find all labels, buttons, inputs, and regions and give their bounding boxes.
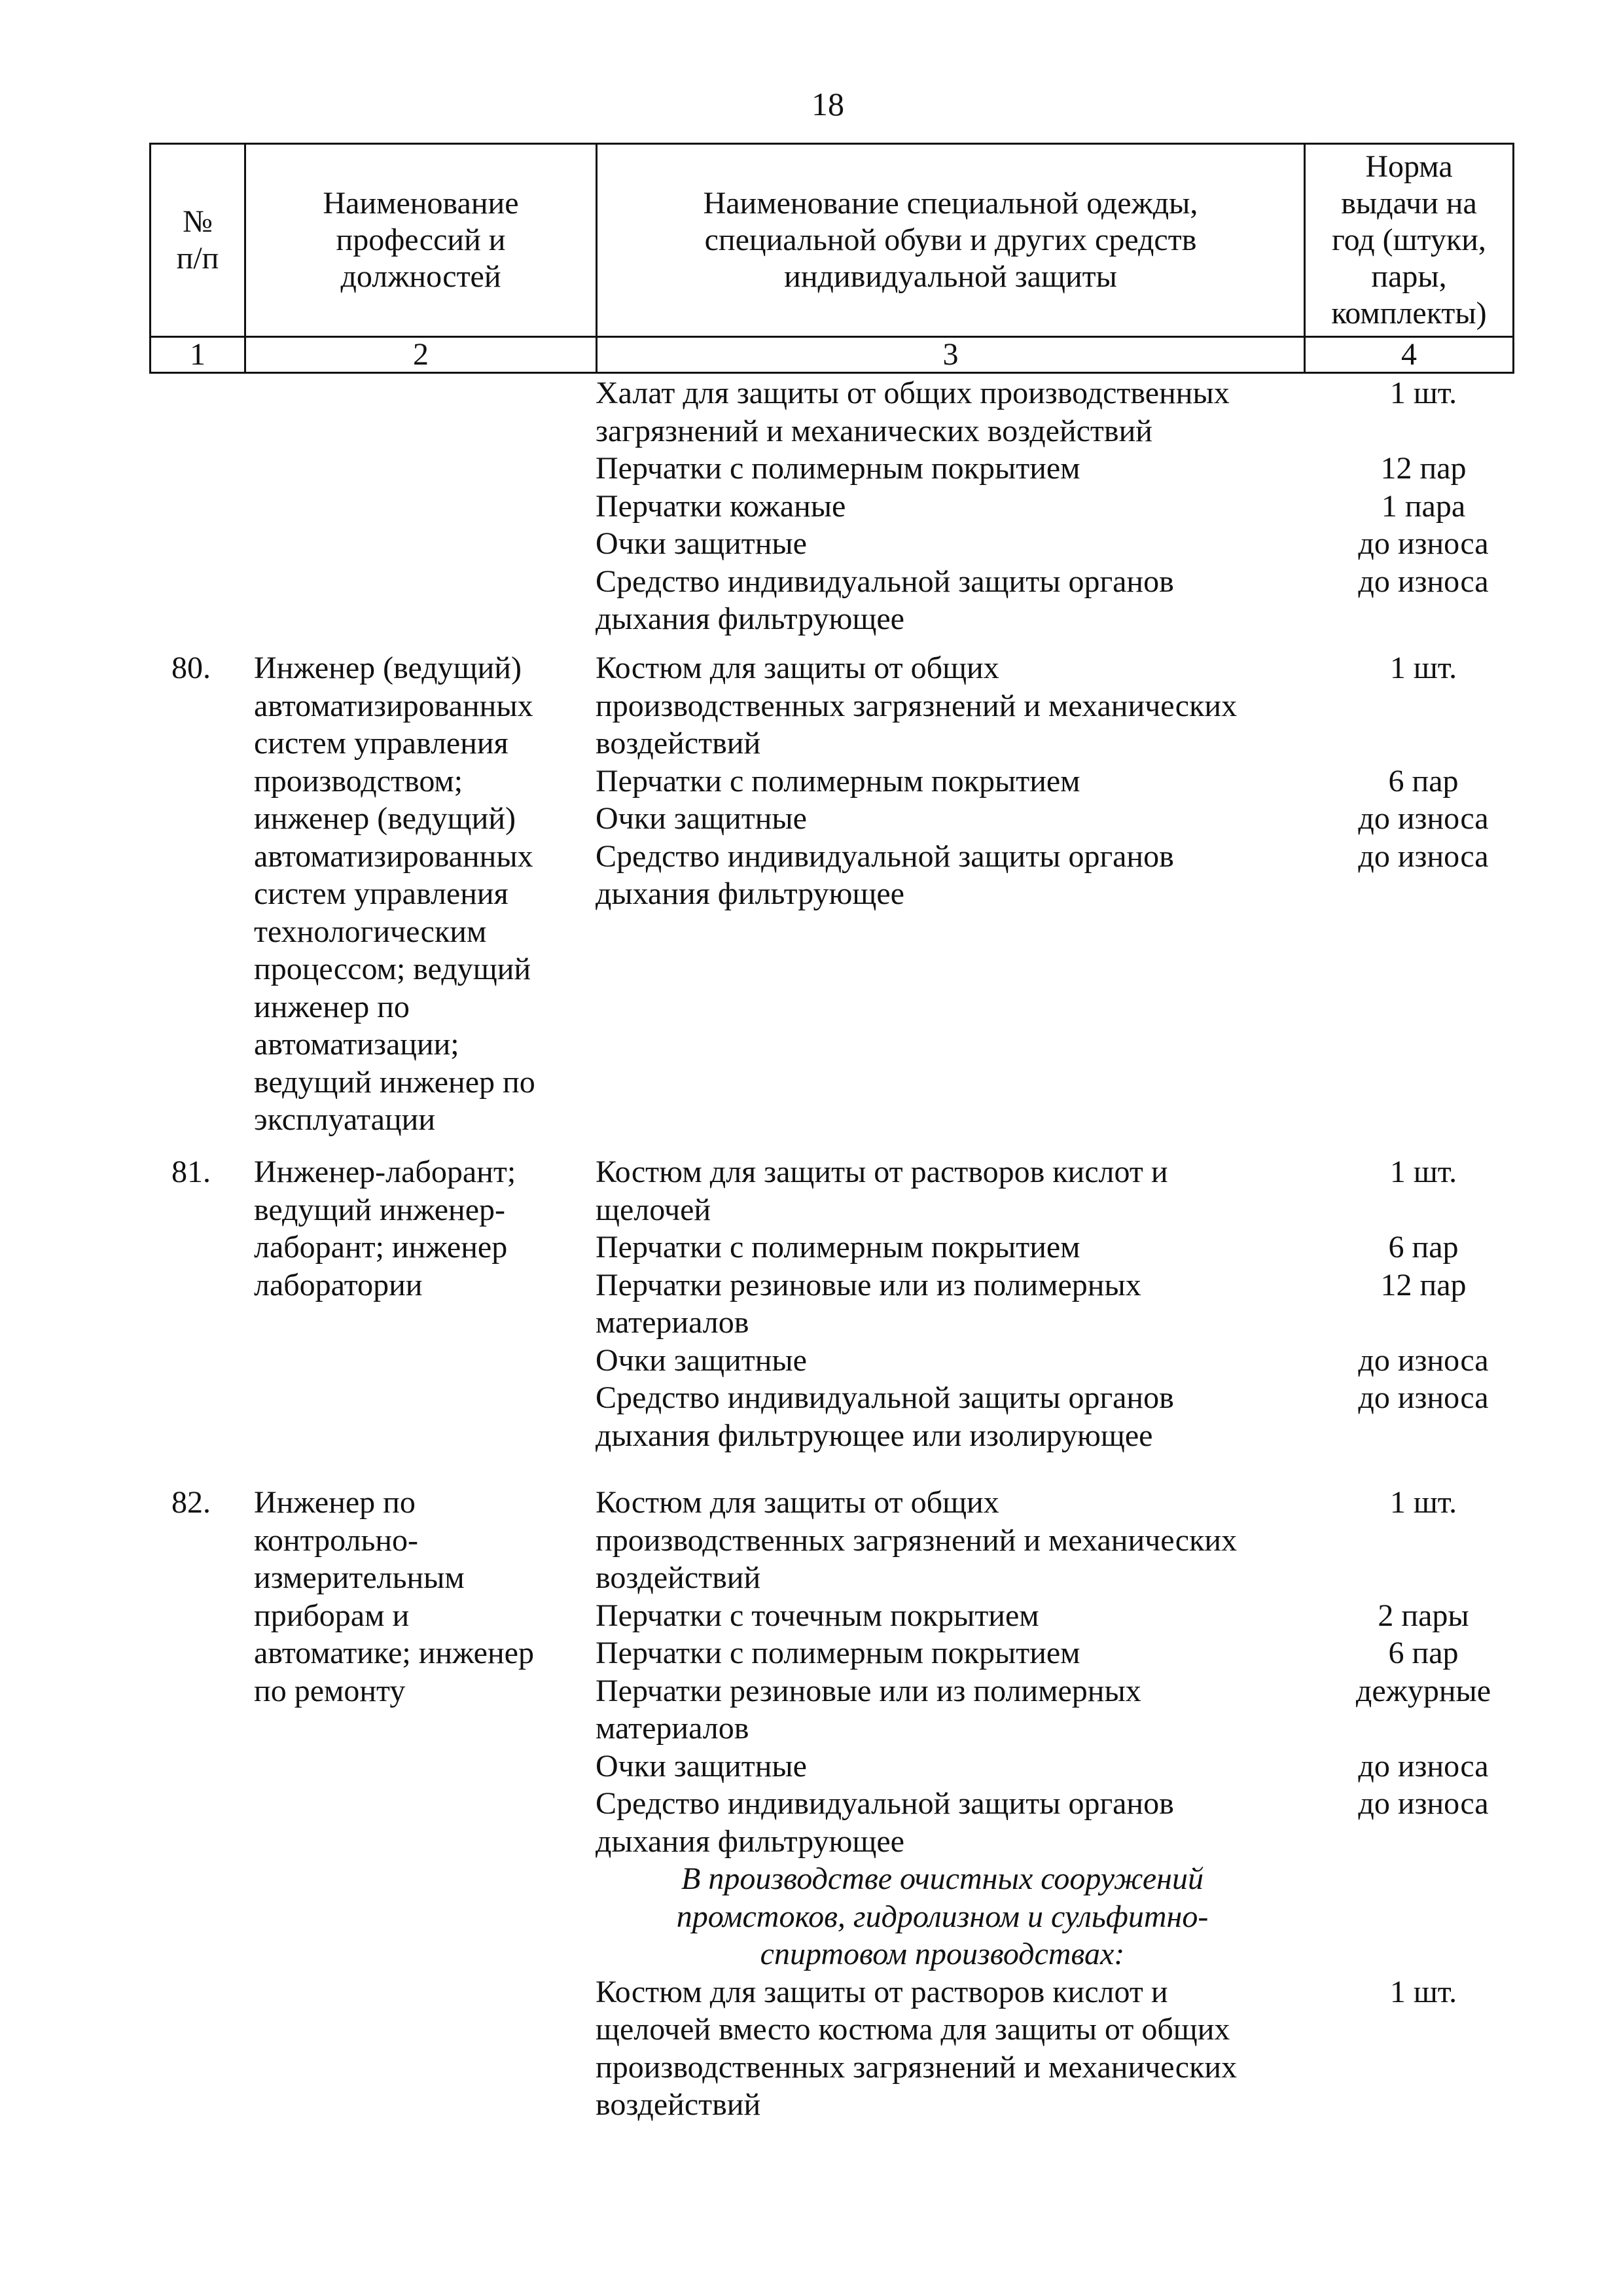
equipment-name-line: воздействий	[596, 726, 761, 761]
norm-value: 6 пар	[1388, 1636, 1459, 1670]
profession-line: Инженер-лаборант;	[254, 1155, 516, 1189]
equipment-name-line: дыхания фильтрующее	[596, 876, 904, 911]
equipment-name-line: Костюм для защиты от общих	[596, 651, 999, 685]
profession-line: автоматизированных	[254, 838, 533, 874]
equipment-item	[596, 1342, 1489, 1380]
equipment-name	[596, 1634, 1289, 1672]
header-num-2: 2	[245, 337, 597, 373]
equipment-name	[596, 450, 1289, 488]
note-line: промстоков, гидролизном и сульфитно-	[676, 1899, 1209, 1934]
equipment-name-line: Перчатки с полимерным покрытием	[596, 1230, 1080, 1265]
header-text: Наименование	[323, 186, 519, 221]
equipment-name-line: Перчатки с полимерным покрытием	[596, 763, 1080, 798]
equipment-name-line: Перчатки резиновые или из полимерных	[596, 1673, 1141, 1708]
equipment-name-line: материалов	[596, 1711, 749, 1746]
header-text: должностей	[340, 259, 501, 294]
equipment-name	[596, 649, 1289, 762]
equipment-item	[596, 1973, 1457, 2124]
equipment-name	[596, 525, 1289, 563]
profession-line: лаборант; инженер	[254, 1230, 508, 1265]
norm-value: 1 пара	[1381, 488, 1466, 524]
profession-line: эксплуатации	[254, 1102, 436, 1137]
norm-value: 12 пар	[1380, 1267, 1467, 1302]
header-text: Норма	[1365, 149, 1453, 184]
header-text: индивидуальной защиты	[784, 259, 1117, 294]
equipment-item	[596, 1229, 1459, 1266]
header-num-1: 1	[151, 337, 245, 373]
equipment-item	[596, 563, 1489, 638]
equipment-name-line: дыхания фильтрующее	[596, 601, 904, 636]
profession-line: автоматизации;	[254, 1027, 459, 1062]
norm-value: 1 шт.	[1389, 1155, 1457, 1189]
profession-line: технологическим	[254, 914, 487, 949]
equipment-item	[596, 525, 1489, 563]
equipment-item	[596, 1785, 1489, 1860]
profession-line: инженер (ведущий)	[254, 801, 516, 836]
row-number: 81.	[171, 1155, 211, 1189]
equipment-name-line: Костюм для защиты от общих	[596, 1485, 999, 1520]
equipment-name-line: Костюм для защиты от растворов кислот и	[596, 1155, 1168, 1189]
profession-line: автоматике; инженер	[254, 1636, 534, 1670]
equipment-item	[596, 1860, 1400, 1973]
equipment-name-line: производственных загрязнений и механических	[596, 2049, 1238, 2085]
header-text: №	[183, 204, 213, 239]
equipment-name-line: Перчатки с полимерным покрытием	[596, 1636, 1080, 1670]
profession-line: ведущий инженер по	[254, 1064, 535, 1100]
equipment-name-line: Перчатки с полимерным покрытием	[596, 451, 1080, 486]
equipment-item	[596, 1153, 1457, 1229]
norm-value: 6 пар	[1388, 763, 1459, 798]
equipment-name	[596, 1973, 1289, 2124]
equipment-name-line: материалов	[596, 1305, 749, 1340]
equipment-name-line: воздействий	[596, 1560, 761, 1595]
row-number: 80.	[171, 651, 211, 685]
equipment-list	[596, 649, 1489, 913]
header-num-3: 3	[597, 337, 1305, 373]
equipment-name-line: щелочей вместо костюма для защиты от общих	[596, 2012, 1230, 2047]
equipment-name-line: Средство индивидуальной защиты органов	[596, 564, 1174, 599]
equipment-name-line: воздействий	[596, 2087, 761, 2122]
profession-cell	[254, 1484, 568, 1710]
header-col-norm	[1305, 144, 1514, 337]
note-line: спиртовом производствах:	[760, 1937, 1125, 1971]
equipment-name	[596, 1597, 1289, 1635]
profession-line: Инженер по	[254, 1485, 416, 1520]
equipment-name	[596, 488, 1289, 526]
norm-value: 1 шт.	[1389, 651, 1457, 685]
equipment-item	[596, 1597, 1469, 1635]
equipment-item	[596, 1379, 1489, 1454]
equipment-item	[596, 1672, 1491, 1748]
equipment-name-line: Средство индивидуальной защиты органов	[596, 838, 1174, 874]
header-text: Наименование специальной одежды,	[703, 186, 1198, 221]
profession-cell	[254, 649, 568, 1139]
profession-cell	[254, 1153, 568, 1304]
norm-value: 12 пар	[1380, 451, 1467, 486]
equipment-name-line: Перчатки с точечным покрытием	[596, 1598, 1039, 1633]
equipment-name-line: Очки защитные	[596, 801, 807, 836]
header-col-number	[151, 144, 245, 337]
equipment-name	[596, 1153, 1289, 1229]
equipment-name	[596, 838, 1289, 913]
norm-value: до износа	[1358, 1380, 1489, 1415]
equipment-item	[596, 1748, 1489, 1785]
equipment-name	[596, 1484, 1289, 1597]
equipment-name	[596, 1379, 1289, 1454]
equipment-name-line: загрязнений и механических воздействий	[596, 413, 1152, 448]
equipment-name	[596, 563, 1289, 638]
equipment-item	[596, 762, 1459, 800]
header-text: год (штуки,	[1332, 223, 1486, 257]
norm-value: 1 шт.	[1389, 1485, 1457, 1520]
equipment-item	[596, 838, 1489, 913]
equipment-name-line: Средство индивидуальной защиты органов	[596, 1786, 1174, 1821]
profession-line: процессом; ведущий	[254, 952, 531, 986]
equipment-item	[596, 800, 1489, 838]
page-number: 18	[812, 86, 844, 122]
equipment-list	[596, 1484, 1491, 2124]
equipment-name-line: дыхания фильтрующее	[596, 1823, 904, 1859]
norm-value: дежурные	[1355, 1673, 1491, 1708]
equipment-name-line: Очки защитные	[596, 1748, 807, 1784]
profession-line: приборам и	[254, 1598, 410, 1633]
equipment-name	[596, 1748, 1289, 1785]
equipment-name	[596, 1672, 1289, 1748]
header-col-profession	[245, 144, 597, 337]
equipment-name-line: производственных загрязнений и механических	[596, 1522, 1238, 1558]
header-text: комплекты)	[1331, 296, 1487, 331]
header-text: профессий и	[336, 223, 506, 257]
equipment-name	[596, 1266, 1289, 1342]
profession-line: производством;	[254, 763, 463, 798]
profession-line: ведущий инженер-	[254, 1192, 505, 1227]
equipment-item	[596, 488, 1466, 526]
norm-value: до износа	[1358, 526, 1489, 561]
profession-line: по ремонту	[254, 1673, 406, 1708]
norm-value: до износа	[1358, 564, 1489, 599]
section-note	[596, 1860, 1289, 1973]
profession-line: Инженер (ведущий)	[254, 651, 522, 685]
equipment-item	[596, 1484, 1457, 1597]
equipment-name-line: Средство индивидуальной защиты органов	[596, 1380, 1174, 1415]
equipment-item	[596, 450, 1467, 488]
equipment-item	[596, 374, 1457, 450]
header-text: специальной обуви и других средств	[704, 223, 1197, 257]
norm-value: до износа	[1358, 801, 1489, 836]
equipment-list	[596, 374, 1489, 638]
equipment-name-line: Халат для защиты от общих производственных	[596, 376, 1230, 410]
norm-value: до износа	[1358, 1342, 1489, 1378]
profession-line: измерительным	[254, 1560, 465, 1595]
profession-line: автоматизированных	[254, 688, 533, 723]
equipment-name-line: Очки защитные	[596, 526, 807, 561]
equipment-list	[596, 1153, 1489, 1454]
profession-line: инженер по	[254, 989, 410, 1024]
header-text: п/п	[176, 241, 219, 276]
equipment-name	[596, 762, 1289, 800]
norm-value: до износа	[1358, 1748, 1489, 1784]
note-line: В производстве очистных сооружений	[681, 1861, 1204, 1896]
profession-line: систем управления	[254, 876, 508, 911]
profession-line: систем управления	[254, 726, 508, 761]
row-number: 82.	[171, 1485, 211, 1520]
equipment-name-line: дыхания фильтрующее или изолирующее	[596, 1418, 1153, 1453]
header-col-equipment	[597, 144, 1305, 337]
equipment-name-line: Перчатки кожаные	[596, 488, 846, 524]
norm-value: 6 пар	[1388, 1230, 1459, 1265]
equipment-name	[596, 1785, 1289, 1860]
equipment-name	[596, 800, 1289, 838]
equipment-name	[596, 1229, 1289, 1266]
norm-value: 1 шт.	[1389, 376, 1457, 410]
norm-value: 2 пары	[1378, 1598, 1469, 1633]
equipment-name-line: Перчатки резиновые или из полимерных	[596, 1267, 1141, 1302]
equipment-name-line: щелочей	[596, 1192, 711, 1227]
norm-value: 1 шт.	[1389, 1974, 1457, 2009]
header-text: пары,	[1371, 259, 1447, 294]
equipment-name	[596, 1342, 1289, 1380]
equipment-name-line: Очки защитные	[596, 1342, 807, 1378]
header-num-4: 4	[1305, 337, 1514, 373]
equipment-name	[596, 374, 1289, 450]
header-text: выдачи на	[1341, 186, 1477, 221]
profession-line: лаборатории	[254, 1267, 423, 1302]
equipment-name-line: Костюм для защиты от растворов кислот и	[596, 1974, 1168, 2009]
profession-line: контрольно-	[254, 1522, 419, 1558]
equipment-item	[596, 1266, 1467, 1342]
table-header	[149, 143, 1514, 374]
norm-value: до износа	[1358, 838, 1489, 874]
equipment-name-line: производственных загрязнений и механических	[596, 688, 1238, 723]
equipment-item	[596, 649, 1457, 762]
norm-value: до износа	[1358, 1786, 1489, 1821]
equipment-item	[596, 1634, 1459, 1672]
